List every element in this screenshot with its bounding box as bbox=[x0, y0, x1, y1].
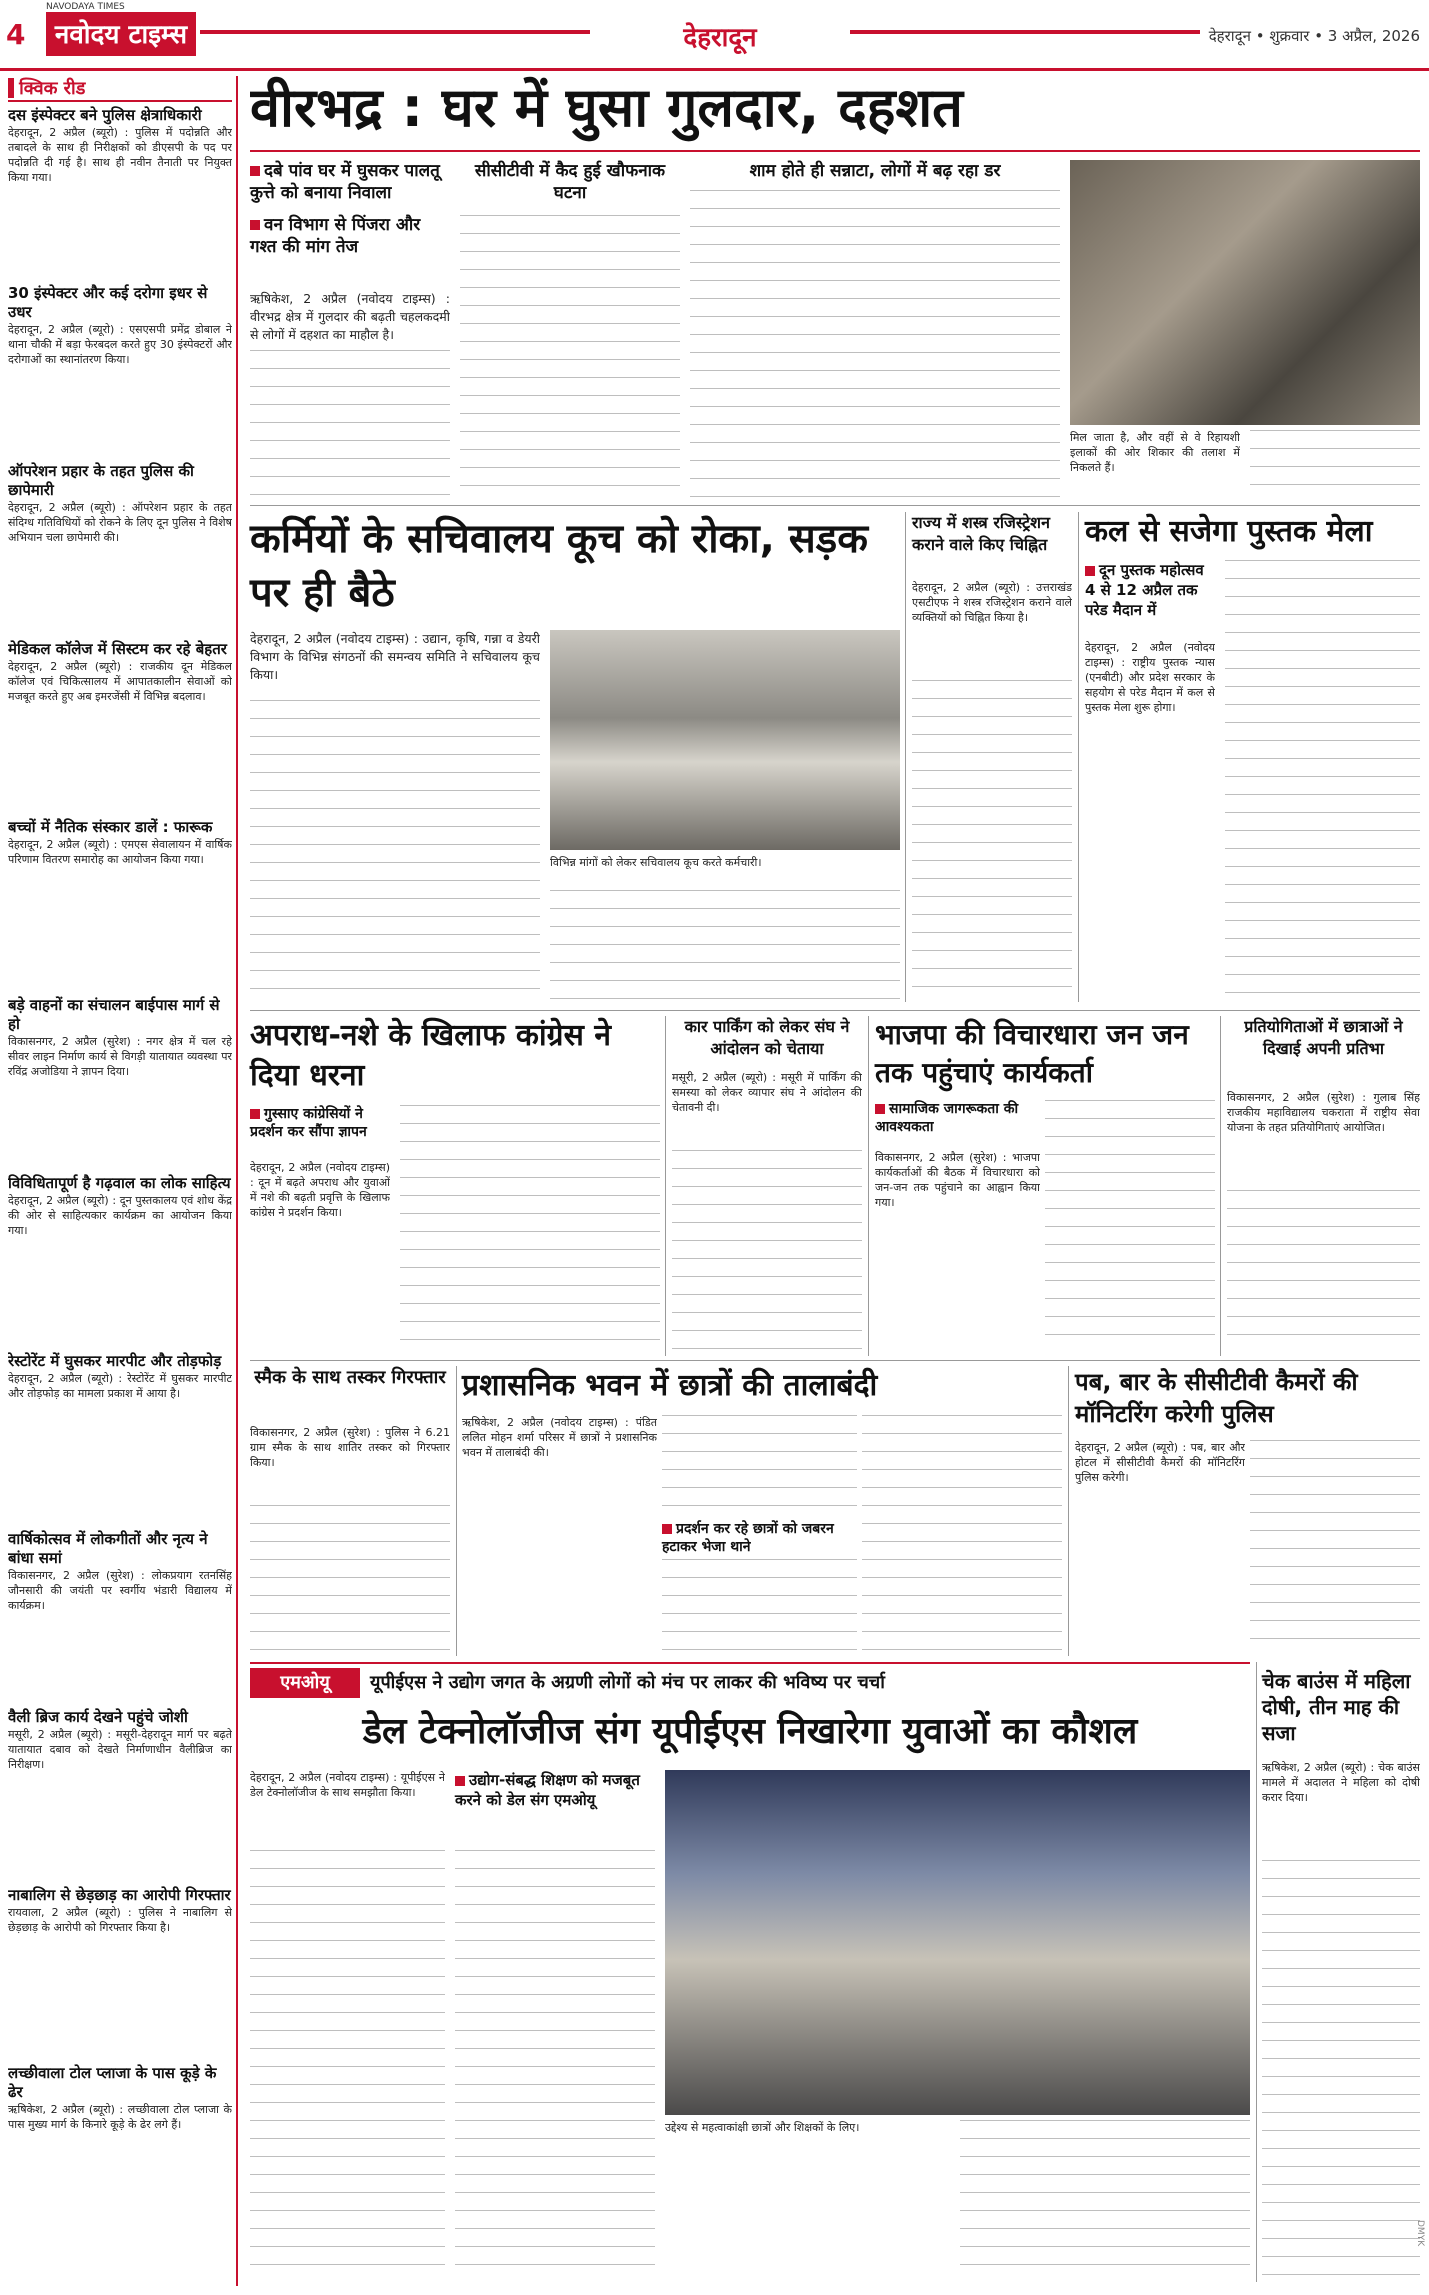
column-rule bbox=[868, 1016, 869, 1356]
brand-logo: नवोदय टाइम्स bbox=[46, 12, 196, 56]
competition-body bbox=[1227, 1190, 1420, 1350]
headline-rule bbox=[250, 150, 1420, 152]
cheque-headline: चेक बाउंस में महिला दोषी, तीन माह की सजा bbox=[1262, 1669, 1411, 1745]
item-body: देहरादून, 2 अप्रैल (ब्यूरो) : ऑपरेशन प्रहार के तहत संदिग्ध गतिविधियों को रोकने के लिए दून पुलिस ने विशेष अभियान चला छापेमारी की। bbox=[8, 501, 232, 544]
list-item bbox=[8, 1886, 232, 2064]
leopard-photo bbox=[1070, 160, 1420, 425]
dateline: देहरादून • शुक्रवार • 3 अप्रैल, 2026 bbox=[1208, 27, 1420, 45]
mou-sub-text: उद्योग-संबद्ध शिक्षण को मजबूत करने को डेल संग एमओयू bbox=[455, 1771, 640, 1809]
bjp-sub bbox=[875, 1100, 1040, 1136]
item-headline: रेस्टोरेंट में घुसकर मारपीट और तोड़फोड़ bbox=[8, 1352, 222, 1370]
mou-rule bbox=[250, 1662, 1250, 1664]
list-item bbox=[8, 462, 232, 640]
item-headline: मेडिकल कॉलेज में सिस्टम कर रहे बेहतर bbox=[8, 640, 227, 658]
bullet-icon bbox=[250, 220, 260, 230]
section-divider bbox=[250, 1010, 1420, 1011]
list-item bbox=[8, 2064, 232, 2234]
item-headline: 30 इंस्पेक्टर और कई दरोगा इधर से उधर bbox=[8, 284, 208, 321]
page-number: 4 bbox=[6, 18, 26, 51]
bjp-body bbox=[1045, 1100, 1215, 1350]
item-body: मसूरी, 2 अप्रैल (ब्यूरो) : मसूरी-देहरादून मार्ग पर बढ़ते यातायात दबाव को देखते निर्माणाधीन वैलीब्रिज का निरीक्षण। bbox=[8, 1728, 232, 1771]
column-rule bbox=[1078, 512, 1079, 1002]
item-body: देहरादून, 2 अप्रैल (ब्यूरो) : रेस्टोरेंट में घुसकर मारपीट और तोड़फोड़ का मामला प्रकाश में आया है। bbox=[8, 1372, 232, 1400]
lead-caption-2 bbox=[1250, 430, 1420, 500]
smack-byline: विकासनगर, 2 अप्रैल (सुरेश) : पुलिस ने 6.21 ग्राम स्मैक के साथ शातिर तस्कर को गिरफ्तार किया। bbox=[250, 1426, 450, 1469]
book-fair-sub-text: दून पुस्तक महोत्सव 4 से 12 अप्रैल तक परेड मैदान में bbox=[1085, 561, 1204, 619]
competition-byline: विकासनगर, 2 अप्रैल (सुरेश) : गुलाब सिंह राजकीय महाविद्यालय चकराता में राष्ट्रीय सेवा योजना के तहत प्रतियोगिताएं आयोजित। bbox=[1227, 1091, 1420, 1134]
mou-body-2 bbox=[455, 1850, 655, 2280]
column-rule bbox=[905, 512, 906, 1002]
bullet-icon bbox=[662, 1524, 672, 1534]
lockout-byline: ऋषिकेश, 2 अप्रैल (नवोदय टाइम्स) : पंडित ललित मोहन शर्मा परिसर में छात्रों ने प्रशासनिक भवन में तालाबंदी की। bbox=[462, 1416, 657, 1459]
bjp-headline: भाजपा की विचारधारा जन जन तक पहुंचाएं कार्यकर्ता bbox=[875, 1018, 1189, 1089]
secretariat-byline: देहरादून, 2 अप्रैल (नवोदय टाइम्स) : उद्यान, कृषि, गन्ना व डेयरी विभाग के विभिन्न संगठनों की समन्वय समिति ने सचिवालय कूच किया। bbox=[250, 631, 540, 682]
congress-byline: देहरादून, 2 अप्रैल (नवोदय टाइम्स) : दून में बढ़ते अपराध और युवाओं में नशे की बढ़ती प्रवृत्ति के खिलाफ कांग्रेस ने प्रदर्शन किया। bbox=[250, 1161, 390, 1219]
mou-sub bbox=[455, 1770, 655, 1810]
quick-read-header bbox=[8, 76, 232, 102]
mou-photo bbox=[665, 1770, 1250, 2115]
lead-sub1-text: दबे पांव घर में घुसकर पालतू कुत्ते को बनाया निवाला bbox=[250, 161, 440, 203]
competition-headline: प्रतियोगिताओं में छात्राओं ने दिखाई अपनी प्रतिभा bbox=[1244, 1017, 1403, 1058]
arms-byline: देहरादून, 2 अप्रैल (ब्यूरो) : उत्तराखंड एसटीएफ ने शस्त्र रजिस्ट्रेशन कराने वाले व्यक्तियों को चिह्नित किया है। bbox=[912, 581, 1072, 624]
arms-body bbox=[912, 680, 1072, 1000]
cheque-byline: ऋषिकेश, 2 अप्रैल (ब्यूरो) : चेक बाउंस मामले में अदालत ने महिला को दोषी करार दिया। bbox=[1262, 1761, 1420, 1804]
book-fair-headline: कल से सजेगा पुस्तक मेला bbox=[1085, 514, 1373, 549]
item-headline: दस इंस्पेक्टर बने पुलिस क्षेत्राधिकारी bbox=[8, 106, 202, 124]
bullet-icon bbox=[875, 1104, 885, 1114]
book-fair-byline: देहरादून, 2 अप्रैल (नवोदय टाइम्स) : राष्ट्रीय पुस्तक न्यास (एनबीटी) और प्रदेश सरकार के सहयोग से परेड मैदान में कल से पुस्तक मेला शुरू होगा। bbox=[1085, 641, 1215, 714]
quick-read-label: क्विक रीड bbox=[19, 78, 86, 99]
column-rule bbox=[1256, 1662, 1257, 2282]
bjp-sub-text: सामाजिक जागरूकता की आवश्यकता bbox=[875, 1101, 1019, 1135]
mou-tag: एमओयू bbox=[250, 1668, 360, 1698]
item-body: देहरादून, 2 अप्रैल (ब्यूरो) : एमएस सेवालायन में वार्षिक परिणाम वितरण समारोह का आयोजन किया गया। bbox=[8, 838, 232, 866]
item-headline: ऑपरेशन प्रहार के तहत पुलिस की छापेमारी bbox=[8, 462, 194, 499]
lockout-sub bbox=[662, 1520, 857, 1556]
red-marker bbox=[8, 78, 14, 98]
list-item bbox=[8, 284, 232, 462]
mou-headline: डेल टेक्नोलॉजीज संग यूपीईएस निखारेगा युवाओं का कौशल bbox=[362, 1711, 1138, 1752]
item-headline: वैली ब्रिज कार्य देखने पहुंचे जोशी bbox=[8, 1708, 188, 1726]
column-rule bbox=[236, 76, 238, 2286]
smack-body bbox=[250, 1505, 450, 1650]
item-body: ऋषिकेश, 2 अप्रैल (ब्यूरो) : लच्छीवाला टोल प्लाजा के पास मुख्य मार्ग के किनारे कूड़े के ढेर लगे हैं। bbox=[8, 2103, 232, 2131]
parking-byline: मसूरी, 2 अप्रैल (ब्यूरो) : मसूरी में पार्किंग की समस्या को लेकर व्यापार संघ ने आंदोलन की चेतावनी दी। bbox=[672, 1071, 862, 1114]
list-item bbox=[8, 818, 232, 996]
parking-body bbox=[672, 1150, 862, 1350]
lockout-body-2 bbox=[862, 1415, 1062, 1655]
column-rule bbox=[1068, 1366, 1069, 1656]
bullet-icon bbox=[250, 1109, 260, 1119]
item-body: देहरादून, 2 अप्रैल (ब्यूरो) : राजकीय दून मेडिकल कॉलेज एवं चिकित्सालय में आपातकालीन सेवाओं को मजबूत करते हुए अब इमरजेंसी में विभिन्न बदलाव। bbox=[8, 660, 232, 703]
item-headline: बड़े वाहनों का संचालन बाईपास मार्ग से हो bbox=[8, 996, 220, 1033]
parking-headline: कार पार्किंग को लेकर संघ ने आंदोलन को चेताया bbox=[684, 1017, 850, 1058]
lead-sub2-text: वन विभाग से पिंजरा और गश्त की मांग तेज bbox=[250, 215, 421, 257]
mou-body-3 bbox=[960, 2120, 1250, 2280]
item-body: देहरादून, 2 अप्रैल (ब्यूरो) : एसएसपी प्रमेंद्र डोबाल ने थाना चौकी में बड़ा फेरबदल करते हुए 30 इंस्पेक्टरों और दरोगाओं का स्थानांतरण किया। bbox=[8, 323, 232, 366]
quick-read-list bbox=[8, 106, 232, 2286]
smack-headline: स्मैक के साथ तस्कर गिरफ्तार bbox=[254, 1367, 446, 1388]
list-item bbox=[8, 640, 232, 818]
item-headline: लच्छीवाला टोल प्लाजा के पास कूड़े के ढेर bbox=[8, 2064, 217, 2101]
section-divider bbox=[250, 1360, 1420, 1361]
book-fair-sub bbox=[1085, 560, 1215, 620]
item-headline: वार्षिकोत्सव में लोकगीतों और नृत्य ने बांधा समां bbox=[8, 1530, 208, 1567]
secretariat-photo bbox=[550, 630, 900, 850]
column-rule bbox=[1220, 1016, 1221, 1356]
list-item bbox=[8, 1708, 232, 1886]
lead-body-text bbox=[250, 350, 450, 500]
lead-subhead-1 bbox=[250, 160, 450, 258]
cctv-subhead: सीसीटीवी में कैद हुई खौफनाक घटना bbox=[474, 161, 666, 203]
mou-body bbox=[250, 1850, 445, 2280]
item-headline: विविधितापूर्ण है गढ़वाल का लोक साहित्य bbox=[8, 1174, 231, 1192]
cctv-body-text bbox=[460, 215, 680, 500]
secretariat-headline: कर्मियों के सचिवालय कूच को रोका, सड़क पर ही बैठे bbox=[250, 516, 868, 616]
congress-body bbox=[400, 1105, 660, 1355]
bjp-byline: विकासनगर, 2 अप्रैल (सुरेश) : भाजपा कार्यकर्ताओं की बैठक में विचारधारा को जन-जन तक पहुंचाने का आह्वान किया गया। bbox=[875, 1151, 1040, 1209]
item-body: विकासनगर, 2 अप्रैल (सुरेश) : नगर क्षेत्र में चल रहे सीवर लाइन निर्माण कार्य से विगड़ी यातायात व्यवस्था पर रविंद्र अजोडिया ने ज्ञापन दिया। bbox=[8, 1035, 232, 1078]
pub-bar-byline: देहरादून, 2 अप्रैल (ब्यूरो) : पब, बार और होटल में सीसीटीवी कैमरों की मॉनिटरिंग पुलिस करेगी। bbox=[1075, 1441, 1245, 1484]
pub-bar-body bbox=[1250, 1440, 1420, 1655]
congress-headline: अपराध-नशे के खिलाफ कांग्रेस ने दिया धरना bbox=[250, 1018, 611, 1093]
brand-tagline: NAVODAYA TIMES bbox=[46, 2, 125, 12]
section-title: देहरादून bbox=[590, 18, 850, 54]
item-body: विकासनगर, 2 अप्रैल (सुरेश) : लोकप्रयाग रतनसिंह जौनसारी की जयंती पर स्वर्गीय भंडारी विद्यालय में कार्यक्रम। bbox=[8, 1569, 232, 1612]
mou-caption: उद्देश्य से महत्वाकांक्षी छात्रों और शिक्षकों के लिए। bbox=[665, 2121, 860, 2134]
list-item bbox=[8, 1174, 232, 1352]
section-divider bbox=[250, 505, 1420, 506]
list-item bbox=[8, 1352, 232, 1530]
secretariat-body-2 bbox=[550, 890, 900, 1005]
secretariat-caption: विभिन्न मांगों को लेकर सचिवालय कूच करते कर्मचारी। bbox=[550, 856, 762, 869]
lockout-headline: प्रशासनिक भवन में छात्रों की तालाबंदी bbox=[462, 1368, 878, 1403]
evening-subhead: शाम होते ही सन्नाटा, लोगों में बढ़ रहा डर bbox=[749, 161, 1001, 181]
bullet-icon bbox=[1085, 566, 1095, 576]
secretariat-body bbox=[250, 700, 540, 1005]
arms-headline: राज्य में शस्त्र रजिस्ट्रेशन कराने वाले किए चिह्नित bbox=[912, 513, 1050, 554]
mou-byline: देहरादून, 2 अप्रैल (नवोदय टाइम्स) : यूपीईएस ने डेल टेक्नोलॉजीज के साथ समझौता किया। bbox=[250, 1771, 445, 1799]
congress-sub-text: गुस्साए कांग्रेसियों ने प्रदर्शन कर सौंपा ज्ञापन bbox=[250, 1106, 367, 1140]
mou-kicker: यूपीईएस ने उद्योग जगत के अग्रणी लोगों को मंच पर लाकर की भविष्य पर चर्चा bbox=[370, 1672, 885, 1693]
item-body: देहरादून, 2 अप्रैल (ब्यूरो) : दून पुस्तकालय एवं शोध केंद्र की ओर से साहित्यकार कार्यक्रम का आयोजन किया गया। bbox=[8, 1194, 232, 1237]
congress-sub bbox=[250, 1105, 390, 1141]
lockout-sub-text: प्रदर्शन कर रहे छात्रों को जबरन हटाकर भेजा थाने bbox=[662, 1521, 834, 1555]
column-rule bbox=[456, 1366, 457, 1656]
lead-headline: वीरभद्र : घर में घुसा गुलदार, दहशत bbox=[250, 76, 963, 139]
pub-bar-headline: पब, बार के सीसीटीवी कैमरों की मॉनिटरिंग करेगी पुलिस bbox=[1075, 1368, 1358, 1428]
list-item bbox=[8, 996, 232, 1174]
item-headline: नाबालिग से छेड़छाड़ का आरोपी गिरफ्तार bbox=[8, 1886, 231, 1904]
cheque-body bbox=[1262, 1860, 1420, 2280]
lead-byline: ऋषिकेश, 2 अप्रैल (नवोदय टाइम्स) : वीरभद्र क्षेत्र में गुलदार की बढ़ती चहलकदमी से लोगों में दहशत का माहौल है। bbox=[250, 291, 450, 342]
print-code: DMYK bbox=[1415, 2220, 1425, 2247]
item-body: रायवाला, 2 अप्रैल (ब्यूरो) : पुलिस ने नाबालिग से छेड़छाड़ के आरोपी को गिरफ्तार किया है। bbox=[8, 1906, 232, 1934]
column-rule bbox=[665, 1016, 666, 1356]
evening-body-text bbox=[690, 190, 1060, 500]
bullet-icon bbox=[250, 166, 260, 176]
list-item bbox=[8, 106, 232, 284]
bullet-icon bbox=[455, 1776, 465, 1786]
book-fair-body bbox=[1225, 560, 1420, 1000]
lead-caption: मिल जाता है, और वहीं से वे रिहायशी इलाकों की ओर शिकार की तलाश में निकलते हैं। bbox=[1070, 431, 1240, 474]
item-headline: बच्चों में नैतिक संस्कार डालें : फारूक bbox=[8, 818, 213, 836]
item-body: देहरादून, 2 अप्रैल (ब्यूरो) : पुलिस में पदोन्नति और तबादले के साथ ही निरीक्षकों को डीएसपी के पद पर पदोन्नति दी गई है। साथ ही नवीन तैनाती पर नियुक्त किया गया। bbox=[8, 126, 232, 184]
list-item bbox=[8, 1530, 232, 1708]
